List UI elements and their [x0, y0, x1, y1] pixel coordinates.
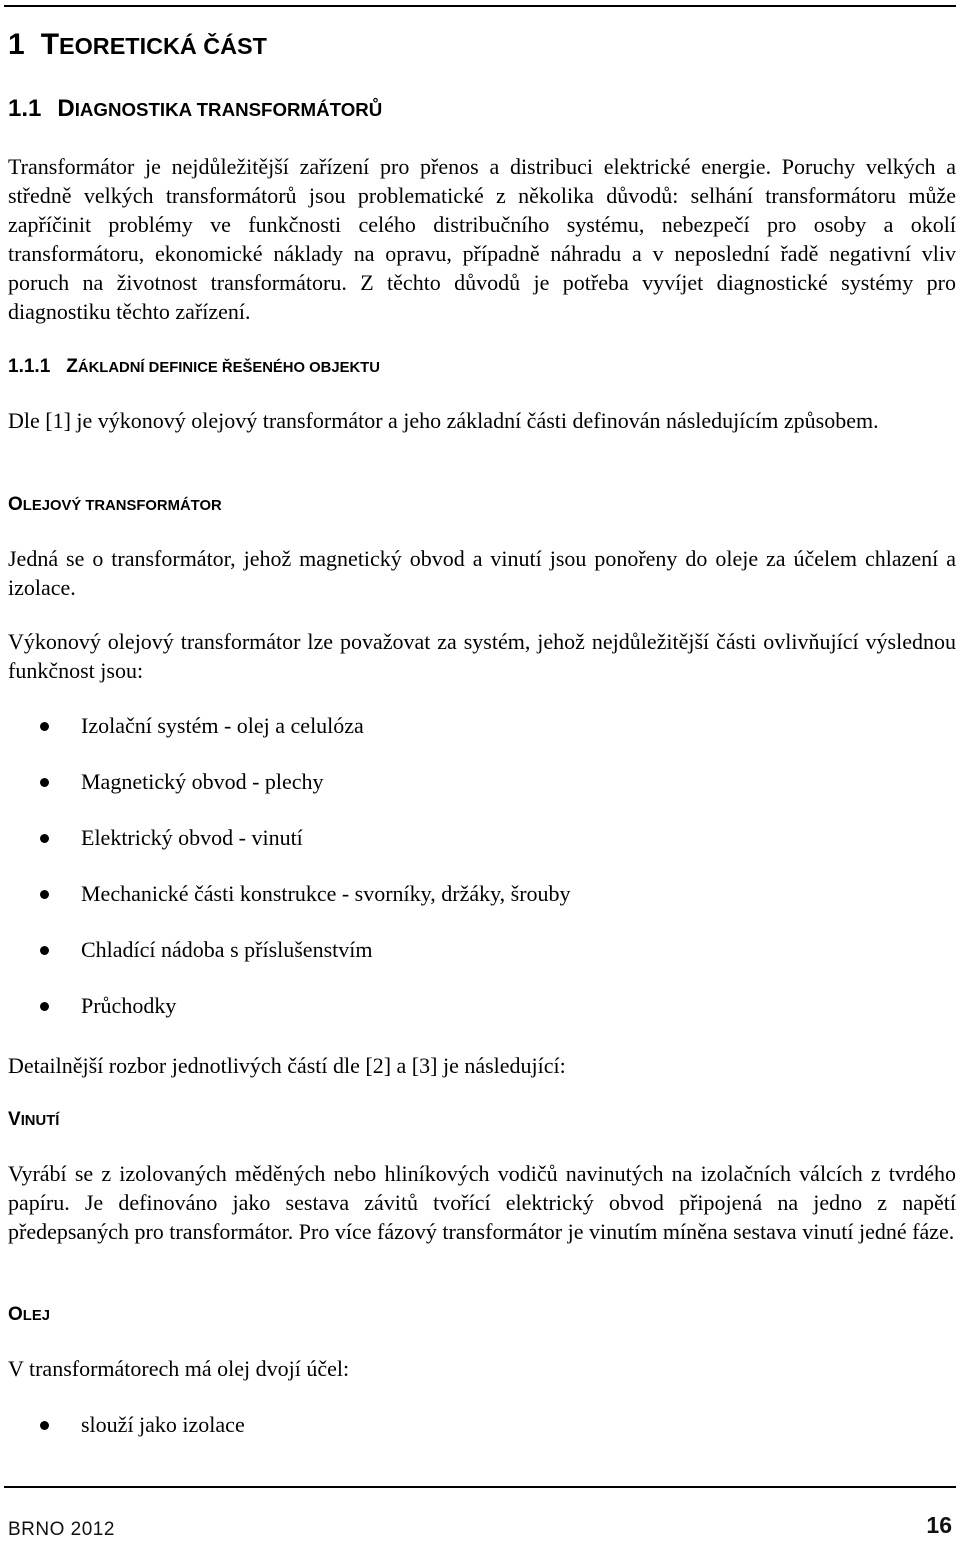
- list-item: [0, 991, 940, 1020]
- detail-paragraph: Detailnější rozbor jednotlivých částí dle [2] a [3] je následující:: [8, 1053, 566, 1078]
- footer-place-year: BRNO 2012: [8, 1519, 115, 1540]
- list-item: [0, 767, 940, 796]
- subsection-number: 1.1.1: [8, 356, 51, 377]
- winding-heading-rest: INUTÍ: [20, 1113, 60, 1129]
- list-item: [0, 879, 940, 908]
- oil-heading-rest: LEJOVÝ TRANSFORMÁTOR: [22, 498, 222, 514]
- intro-paragraph: Transformátor je nejdůležitější zařízení pro přenos a distribuci elektrické energie. Poruchy velkých a středně velkých transformátorů jsou problematické z několika důvodů: selhání transformátoru může zapříčinit problémy ve funkčnosti celého distribučního systému, nebezpečí pro osoby a okolí transformátoru, ekonomické náklady na opravu, případně náhradu a v neposlední řadě negativní vliv poruch na životnost transformátoru. Z těchto důvodů je potřeba vyvíjet diagnostické systémy pro diagnostiku těchto zařízení.: [8, 154, 956, 324]
- list-item-text: Mechanické části konstrukce - svorníky, držáky, šrouby: [81, 881, 571, 906]
- bullet-icon: [40, 722, 49, 731]
- footer-rule: [4, 1486, 956, 1488]
- bullet-icon: [40, 1421, 49, 1430]
- list-item: [0, 1410, 940, 1439]
- list-item: [0, 823, 940, 852]
- definition-paragraph: Dle [1] je výkonový olejový transformátor a jeho základní části definován následujícím způsobem.: [8, 408, 879, 433]
- section-number: 1.1: [8, 95, 42, 122]
- list-item-text: Chladící nádoba s příslušenstvím: [81, 937, 373, 962]
- subsection-title-rest: ÁKLADNÍ DEFINICE ŘEŠENÉHO OBJEKTU: [77, 360, 380, 376]
- bullet-icon: [40, 778, 49, 787]
- chapter-number: 1: [8, 28, 25, 61]
- winding-heading: [8, 1107, 59, 1134]
- oil-purpose-paragraph: V transformátorech má olej dvojí účel:: [8, 1356, 350, 1381]
- list-item-text: Izolační systém - olej a celulóza: [81, 713, 364, 738]
- parts-list: [0, 711, 940, 1020]
- bullet-icon: [40, 890, 49, 899]
- oil-transformer-paragraph: Jedná se o transformátor, jehož magnetický obvod a vinutí jsou ponořeny do oleje za účelem chlazení a izolace.: [8, 546, 956, 600]
- oil-section-heading-first: O: [8, 1304, 23, 1325]
- oil-heading: [8, 1302, 50, 1329]
- oil-purpose-list: [0, 1410, 940, 1439]
- bullet-icon: [40, 1002, 49, 1011]
- system-paragraph: Výkonový olejový transformátor lze považovat za systém, jehož nejdůležitější části ovlivňující výslednou funkčnost jsou:: [8, 629, 956, 683]
- top-rule: [4, 5, 956, 7]
- oil-heading-first: O: [8, 494, 23, 515]
- list-item-text: Elektrický obvod - vinutí: [81, 825, 303, 850]
- subsection-title-first: Z: [66, 356, 78, 377]
- oil-transformer-heading: [8, 492, 222, 519]
- chapter-title-first: T: [40, 28, 60, 61]
- list-item: [0, 935, 940, 964]
- winding-paragraph: Vyrábí se z izolovaných měděných nebo hliníkových vodičů navinutých na izolačních válcích z tvrdého papíru. Je definováno jako sestava závitů tvořící elektrický obvod připojená na jedno z napětí předepsaných pro transformátor. Pro více fázový transformátor je vinutím míněna sestava vinutí jedné fáze.: [8, 1161, 956, 1244]
- list-item-text: Magnetický obvod - plechy: [81, 769, 324, 794]
- section-title-first: D: [57, 95, 75, 122]
- section-heading: [8, 92, 382, 127]
- oil-section-heading-rest: LEJ: [22, 1308, 50, 1324]
- chapter-heading: [8, 25, 267, 66]
- page-number: 16: [926, 1512, 952, 1538]
- list-item: [0, 711, 940, 740]
- chapter-title-rest: EORETICKÁ ČÁST: [59, 33, 267, 59]
- subsection-heading: [8, 354, 380, 381]
- list-item-text: slouží jako izolace: [81, 1412, 245, 1437]
- list-item-text: Průchodky: [81, 993, 177, 1018]
- bullet-icon: [40, 946, 49, 955]
- section-title-rest: IAGNOSTIKA TRANSFORMÁTORŮ: [74, 99, 383, 120]
- winding-heading-first: V: [8, 1109, 21, 1130]
- bullet-icon: [40, 834, 49, 843]
